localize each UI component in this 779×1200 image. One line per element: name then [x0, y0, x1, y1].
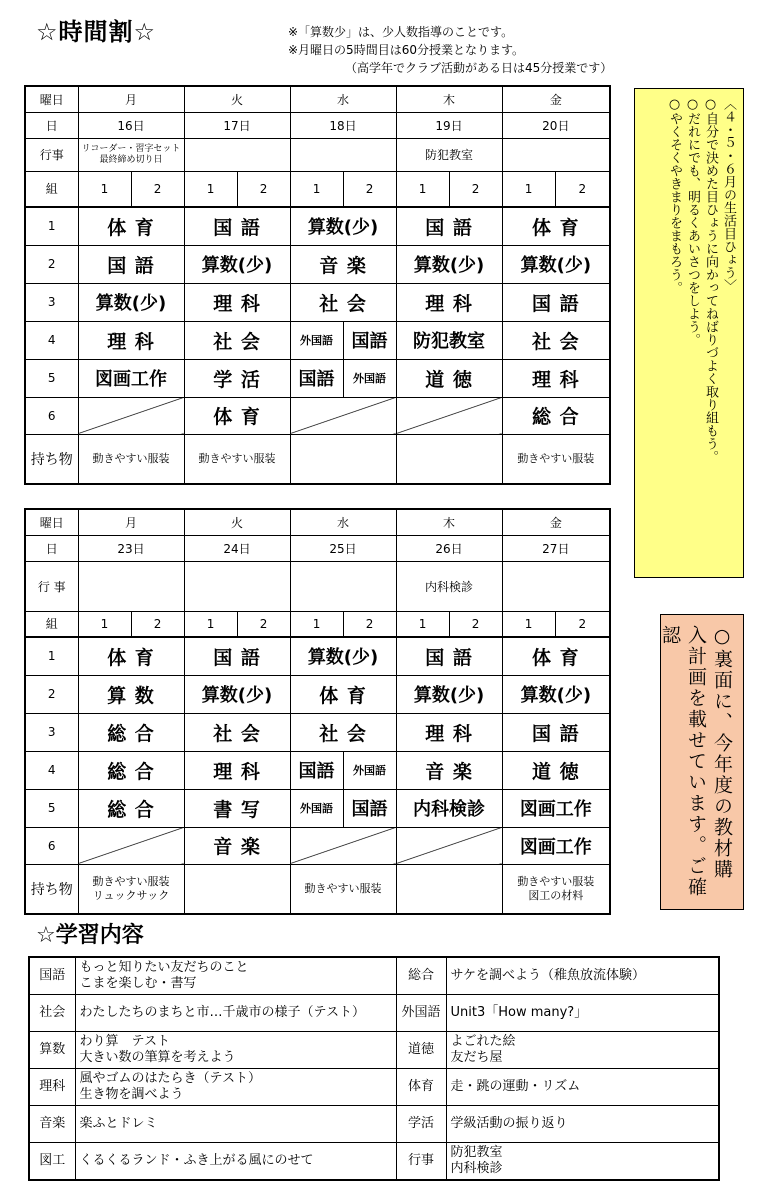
- w1-p3-mon: 算数(少): [78, 283, 184, 321]
- carry-mon: [78, 864, 184, 914]
- learning-text: くるくるランド・ふき上がる風にのせて: [75, 1143, 396, 1181]
- w2-p5-mon: 総 合: [78, 789, 184, 827]
- group-2: 2: [237, 611, 290, 637]
- learning-label: 体育: [396, 1069, 446, 1106]
- learning-label: 総合: [396, 957, 446, 995]
- carry-fri: 動きやすい服装: [502, 434, 610, 484]
- day-thu: 木: [396, 509, 502, 535]
- learning-text: 楽ふとドレミ: [75, 1106, 396, 1143]
- w1-p2-fri: 算数(少): [502, 245, 610, 283]
- event-thu: 防犯教室: [396, 138, 502, 171]
- group-1: 1: [290, 171, 343, 207]
- w2-p2-mon: 算 数: [78, 675, 184, 713]
- w1-p1-fri: 体 育: [502, 207, 610, 245]
- group-1: 1: [396, 611, 449, 637]
- w2-p1-tue: 国 語: [184, 637, 290, 675]
- group-2: 2: [343, 171, 396, 207]
- carry-wed: 動きやすい服装: [290, 864, 396, 914]
- period-number: 2: [25, 675, 78, 713]
- label-carry: 持ち物: [25, 434, 78, 484]
- period-number: 6: [25, 397, 78, 434]
- period-number: 1: [25, 637, 78, 675]
- label-event: 行 事: [25, 561, 78, 611]
- w2-p5-wed-1: 外国語: [290, 789, 343, 827]
- w1-p4-thu: 防犯教室: [396, 321, 502, 359]
- w1-p3-fri: 国 語: [502, 283, 610, 321]
- carry-thu: [396, 434, 502, 484]
- note-1: ※「算数少」は、少人数指導のことです。: [288, 25, 514, 39]
- learning-label: 音楽: [29, 1106, 75, 1143]
- group-1: 1: [184, 171, 237, 207]
- w2-p1-mon: 体 育: [78, 637, 184, 675]
- w1-p3-wed: 社 会: [290, 283, 396, 321]
- w1-p4-wed-2: 国語: [343, 321, 396, 359]
- period-number: 3: [25, 713, 78, 751]
- period-number: 5: [25, 359, 78, 397]
- w1-p5-mon: 図画工作: [78, 359, 184, 397]
- w2-p1-fri: 体 育: [502, 637, 610, 675]
- date-wed: 25日: [290, 535, 396, 561]
- w2-p6-tue: 音 楽: [184, 827, 290, 864]
- learning-label: 道徳: [396, 1032, 446, 1069]
- learning-label: 行事: [396, 1143, 446, 1181]
- group-2: 2: [131, 171, 184, 207]
- w1-p1-tue: 国 語: [184, 207, 290, 245]
- timetable-week1: [24, 85, 611, 485]
- period-number: 3: [25, 283, 78, 321]
- w2-p5-fri: 図画工作: [502, 789, 610, 827]
- w1-p2-tue: 算数(少): [184, 245, 290, 283]
- w2-p4-wed-2: 外国語: [343, 751, 396, 789]
- label-day: 曜日: [25, 86, 78, 112]
- learning-table: [28, 956, 720, 1181]
- w2-p4-tue: 理 科: [184, 751, 290, 789]
- w1-p1-thu: 国 語: [396, 207, 502, 245]
- learning-label: 理科: [29, 1069, 75, 1106]
- w2-p2-thu: 算数(少): [396, 675, 502, 713]
- w2-p3-thu: 理 科: [396, 713, 502, 751]
- event-fri: [502, 561, 610, 611]
- event-thu: 内科検診: [396, 561, 502, 611]
- w2-p3-mon: 総 合: [78, 713, 184, 751]
- w2-p6-thu-empty: [396, 827, 502, 864]
- learning-label: 外国語: [396, 995, 446, 1032]
- day-wed: 水: [290, 86, 396, 112]
- w2-p5-wed-2: 国語: [343, 789, 396, 827]
- day-tue: 火: [184, 86, 290, 112]
- w2-p4-wed-1: 国語: [290, 751, 343, 789]
- group-2: 2: [449, 611, 502, 637]
- event-tue: [184, 138, 290, 171]
- w1-p6-mon-empty: [78, 397, 184, 434]
- group-2: 2: [555, 171, 610, 207]
- w1-p4-fri: 社 会: [502, 321, 610, 359]
- period-number: 2: [25, 245, 78, 283]
- w2-p4-mon: 総 合: [78, 751, 184, 789]
- learning-label: 学活: [396, 1106, 446, 1143]
- day-tue: 火: [184, 509, 290, 535]
- carry-tue: [184, 864, 290, 914]
- w2-p1-thu: 国 語: [396, 637, 502, 675]
- w1-p6-thu-empty: [396, 397, 502, 434]
- w1-p5-tue: 学 活: [184, 359, 290, 397]
- learning-label: 国語: [29, 957, 75, 995]
- w1-p1-mon: 体 育: [78, 207, 184, 245]
- goals-text: 〈４・５・６月の生活目ひょう〉 ○自分で決めた目ひょうに向かってねばりづよく取り組もう。 ○だれにでも、明るくあいさつをしよう。 ○やくそくやきまりをまもろう。: [667, 97, 736, 463]
- period-number: 4: [25, 751, 78, 789]
- period-number: 6: [25, 827, 78, 864]
- group-2: 2: [237, 171, 290, 207]
- learning-text: [446, 1032, 719, 1069]
- period-number: 1: [25, 207, 78, 245]
- day-fri: 金: [502, 509, 610, 535]
- learning-text-value: よごれた絵 友だち屋: [450, 1034, 516, 1065]
- group-1: 1: [502, 171, 555, 207]
- period-number: 5: [25, 789, 78, 827]
- w1-p6-tue: 体 育: [184, 397, 290, 434]
- learning-label: 算数: [29, 1032, 75, 1069]
- w1-p6-wed-empty: [290, 397, 396, 434]
- w2-p2-fri: 算数(少): [502, 675, 610, 713]
- event-wed: [290, 561, 396, 611]
- date-thu: 26日: [396, 535, 502, 561]
- timetable-week2: [24, 508, 611, 915]
- group-1: 1: [78, 611, 131, 637]
- group-2: 2: [343, 611, 396, 637]
- label-carry: 持ち物: [25, 864, 78, 914]
- day-wed: 水: [290, 509, 396, 535]
- carry-fri-text: 動きやすい服装 図工の材料: [517, 874, 595, 902]
- group-1: 1: [396, 171, 449, 207]
- label-date: 日: [25, 535, 78, 561]
- w1-p4-wed-1: 外国語: [290, 321, 343, 359]
- w1-p4-tue: 社 会: [184, 321, 290, 359]
- w1-p6-fri: 総 合: [502, 397, 610, 434]
- learning-text: Unit3「How many?」: [446, 995, 719, 1032]
- w2-p4-fri: 道 徳: [502, 751, 610, 789]
- group-1: 1: [502, 611, 555, 637]
- w2-p6-fri: 図画工作: [502, 827, 610, 864]
- notice-box: [660, 614, 744, 910]
- date-mon: 23日: [78, 535, 184, 561]
- date-mon: 16日: [78, 112, 184, 138]
- event-mon: [78, 138, 184, 171]
- carry-mon-text: 動きやすい服装 リュックサック: [92, 874, 170, 902]
- day-mon: 月: [78, 86, 184, 112]
- w1-p1-wed: 算数(少): [290, 207, 396, 245]
- group-1: 1: [290, 611, 343, 637]
- page-title: ☆時間割☆: [36, 18, 157, 46]
- group-2: 2: [449, 171, 502, 207]
- group-2: 2: [131, 611, 184, 637]
- learning-text: サケを調べよう（稚魚放流体験）: [446, 957, 719, 995]
- w2-p5-tue: 書 写: [184, 789, 290, 827]
- w1-p5-wed-1: 国語: [290, 359, 343, 397]
- w1-p5-wed-2: 外国語: [343, 359, 396, 397]
- w1-p4-mon: 理 科: [78, 321, 184, 359]
- learning-text: [75, 1069, 396, 1106]
- w1-p3-tue: 理 科: [184, 283, 290, 321]
- learning-text: [75, 1032, 396, 1069]
- date-tue: 17日: [184, 112, 290, 138]
- learning-label: 図工: [29, 1143, 75, 1181]
- w1-p2-wed: 音 楽: [290, 245, 396, 283]
- date-fri: 20日: [502, 112, 610, 138]
- learning-text-value: わり算 テスト 大きい数の筆算を考えよう: [79, 1034, 236, 1065]
- notice-text: ○裏面に、今年度の教材購入計画を載せています。ご確認: [659, 625, 733, 898]
- w2-p3-tue: 社 会: [184, 713, 290, 751]
- label-date: 日: [25, 112, 78, 138]
- date-fri: 27日: [502, 535, 610, 561]
- w2-p5-thu: 内科検診: [396, 789, 502, 827]
- label-event: 行事: [25, 138, 78, 171]
- w2-p6-mon-empty: [78, 827, 184, 864]
- date-thu: 19日: [396, 112, 502, 138]
- group-1: 1: [184, 611, 237, 637]
- label-group: 組: [25, 171, 78, 207]
- date-wed: 18日: [290, 112, 396, 138]
- learning-text: 学級活動の振り返り: [446, 1106, 719, 1143]
- group-1: 1: [78, 171, 131, 207]
- learning-text-value: 風やゴムのはたらき（テスト） 生き物を調べよう: [79, 1071, 261, 1102]
- note-2: ※月曜日の5時間目は60分授業となります。: [288, 43, 525, 57]
- learning-text: [75, 957, 396, 995]
- carry-mon: 動きやすい服装: [78, 434, 184, 484]
- w1-p5-fri: 理 科: [502, 359, 610, 397]
- event-mon: [78, 561, 184, 611]
- w1-p2-mon: 国 語: [78, 245, 184, 283]
- learning-title: ☆学習内容: [36, 923, 144, 948]
- carry-wed: [290, 434, 396, 484]
- w2-p3-wed: 社 会: [290, 713, 396, 751]
- day-fri: 金: [502, 86, 610, 112]
- w1-p2-thu: 算数(少): [396, 245, 502, 283]
- label-day: 曜日: [25, 509, 78, 535]
- period-number: 4: [25, 321, 78, 359]
- w2-p1-wed: 算数(少): [290, 637, 396, 675]
- event-wed: [290, 138, 396, 171]
- w2-p4-thu: 音 楽: [396, 751, 502, 789]
- day-thu: 木: [396, 86, 502, 112]
- learning-text: 走・跳の運動・リズム: [446, 1069, 719, 1106]
- learning-text: わたしたちのまちと市…千歳市の様子（テスト）: [75, 995, 396, 1032]
- day-mon: 月: [78, 509, 184, 535]
- w1-p5-thu: 道 徳: [396, 359, 502, 397]
- carry-tue: 動きやすい服装: [184, 434, 290, 484]
- label-group: 組: [25, 611, 78, 637]
- learning-text-value: 防犯教室 内科検診: [450, 1145, 503, 1176]
- event-tue: [184, 561, 290, 611]
- w2-p2-tue: 算数(少): [184, 675, 290, 713]
- note-3: （高学年でクラブ活動がある日は45分授業です）: [345, 61, 613, 75]
- event-mon-text: リコーダー・習字セット 最終締め切り日: [81, 143, 181, 165]
- w2-p3-fri: 国 語: [502, 713, 610, 751]
- carry-fri: [502, 864, 610, 914]
- carry-thu: [396, 864, 502, 914]
- w1-p3-thu: 理 科: [396, 283, 502, 321]
- date-tue: 24日: [184, 535, 290, 561]
- event-fri: [502, 138, 610, 171]
- w2-p2-wed: 体 育: [290, 675, 396, 713]
- group-2: 2: [555, 611, 610, 637]
- learning-text: [446, 1143, 719, 1181]
- learning-label: 社会: [29, 995, 75, 1032]
- goals-box: [634, 88, 744, 578]
- w2-p6-wed-empty: [290, 827, 396, 864]
- learning-text-value: もっと知りたい友だちのこと こまを楽しむ・書写: [79, 960, 249, 991]
